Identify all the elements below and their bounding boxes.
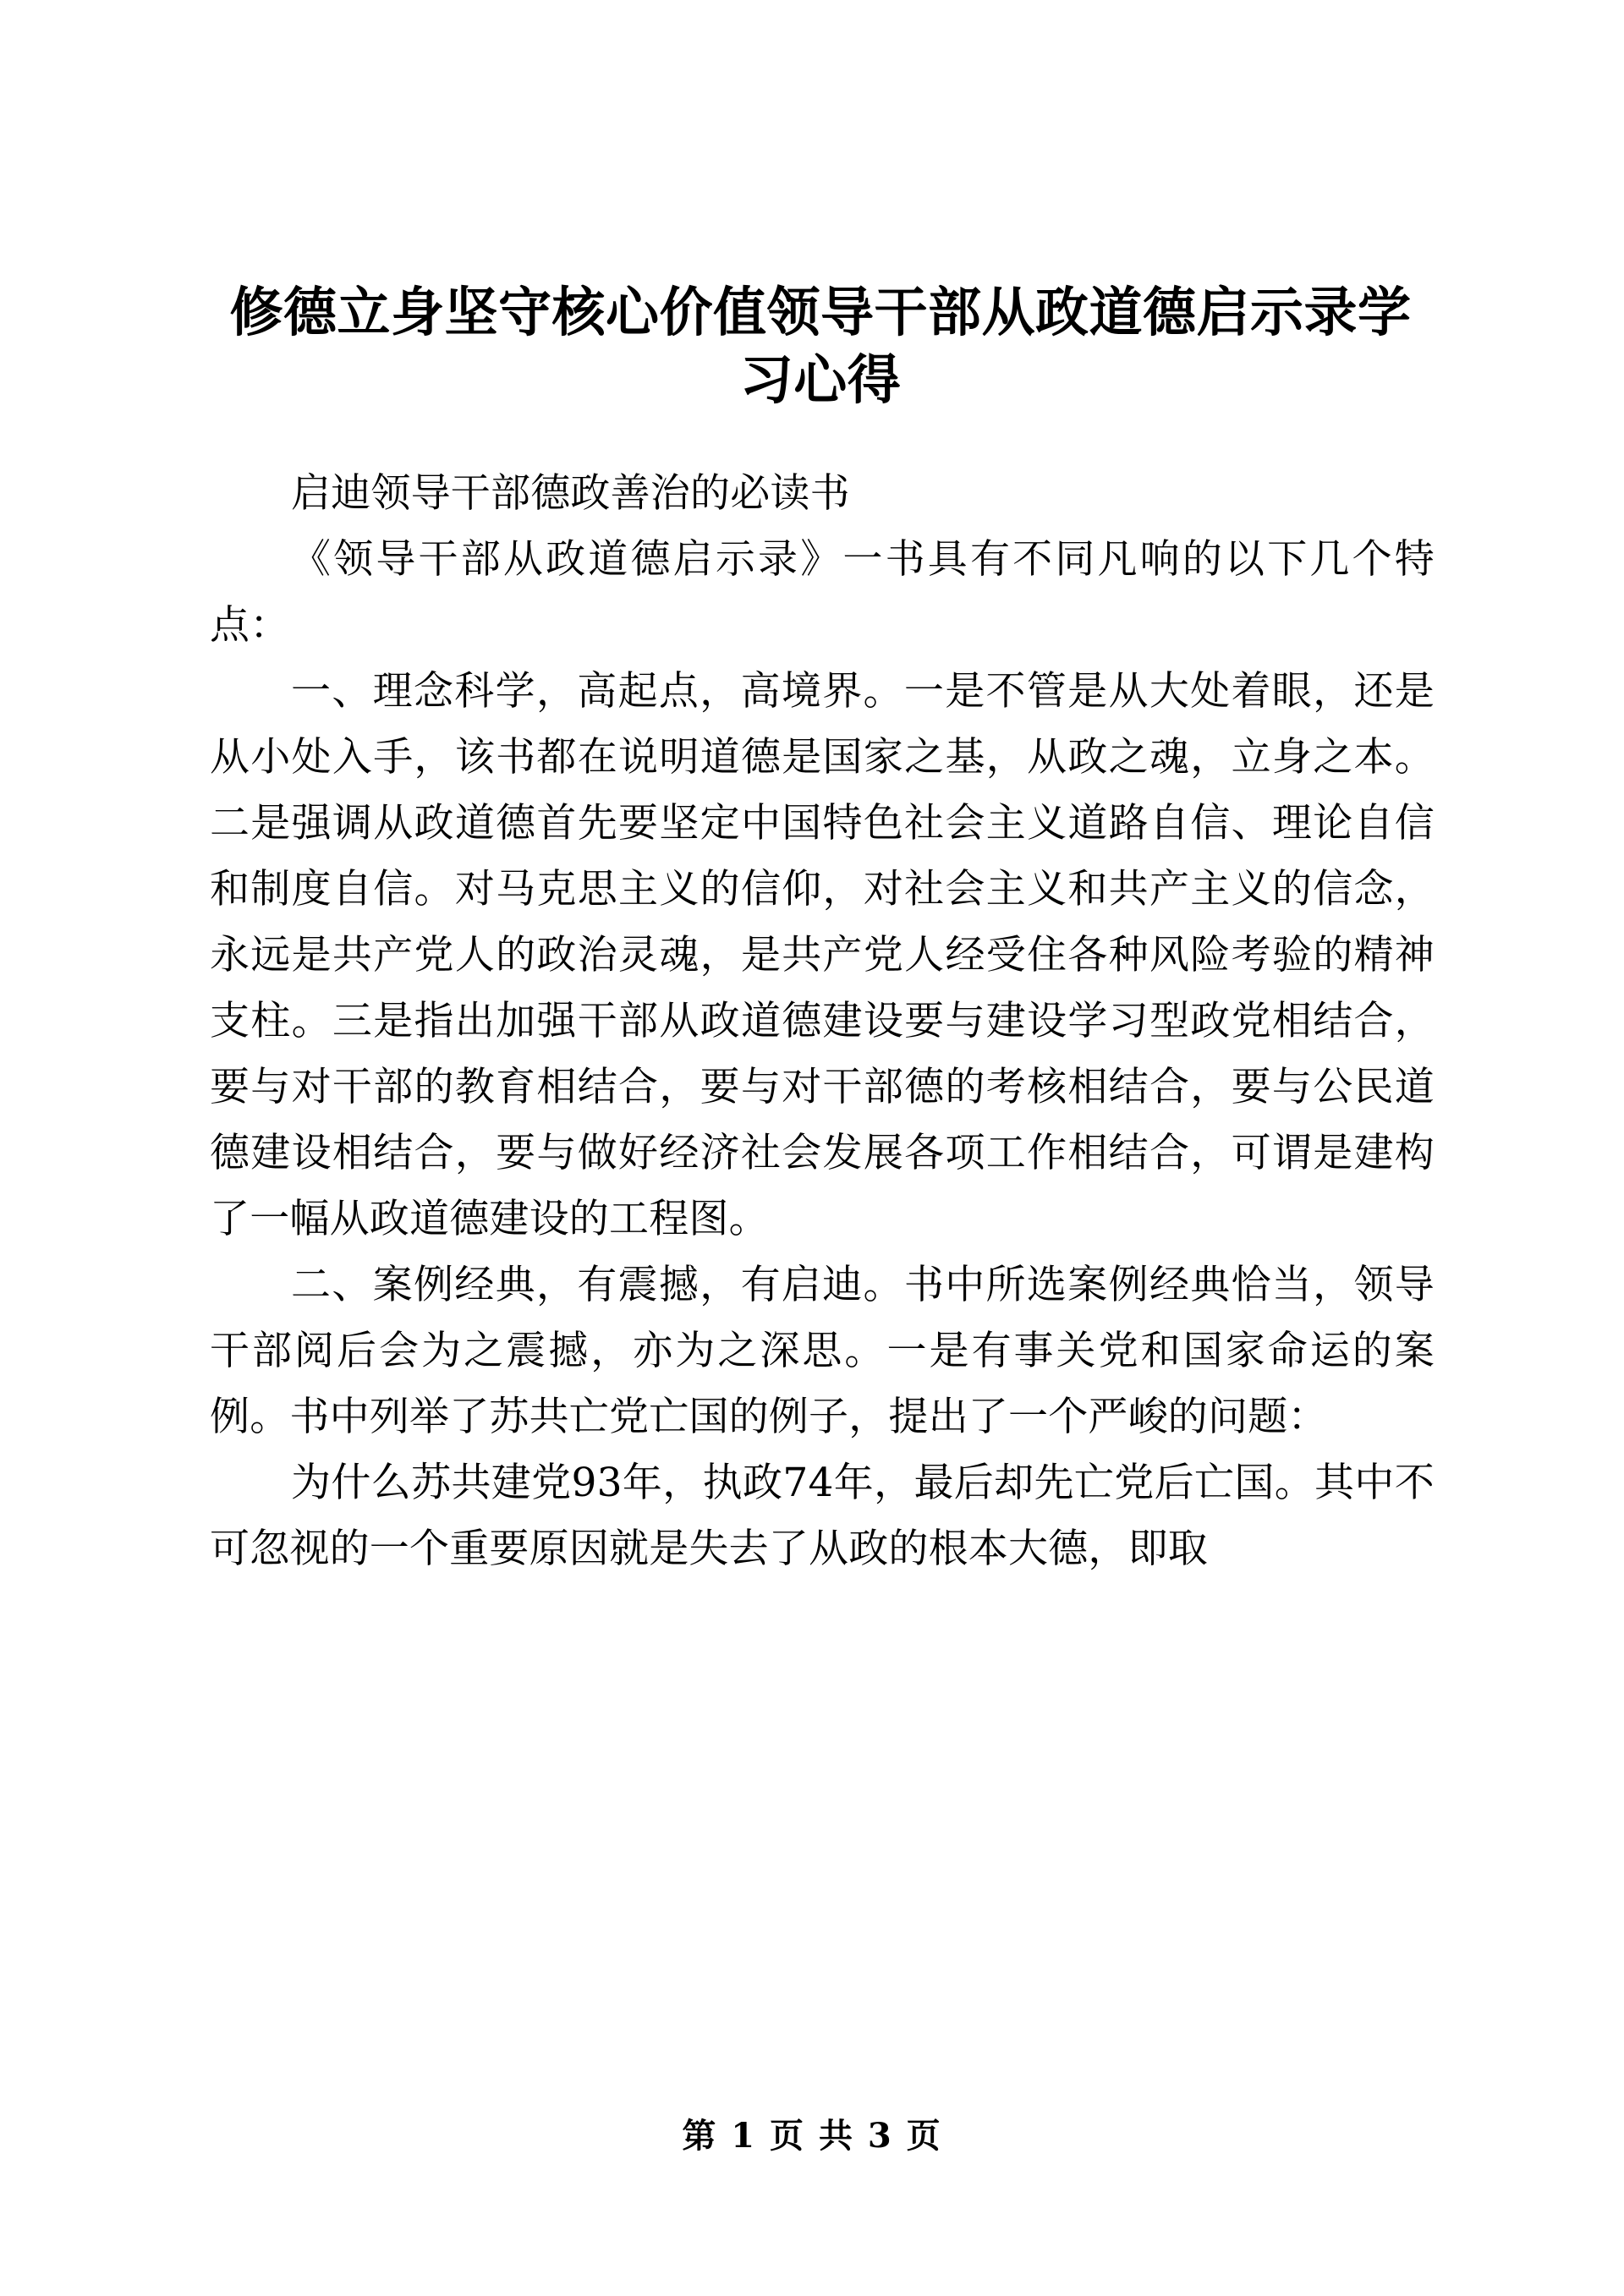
paragraph-2: 《领导干部从政道德启示录》一书具有不同凡响的以下几个特点： xyxy=(210,536,1435,649)
page-title: 修德立身坚守核心价值领导干部从政道德启示录学习心得 xyxy=(229,282,1412,411)
page-number-footer: 第 1 页 共 3 页 xyxy=(682,2116,942,2156)
paragraph-3: 一、理念科学，高起点，高境界。一是不管是从大处着眼，还是从小处入手，该书都在说明道德是国家之基，从政之魂，立身之本。二是强调从政道德首先要坚定中国特色社会主义道路自信、理论自信和制度自信。对马克思主义的信仰，对社会主义和共产主义的信念，永远是共产党人的政治灵魂，是共产党人经受住各种风险考验的精神支柱。三是指出加强干部从政道德建设要与建设学习型政党相结合，要与对干部的教育相结合，要与对干部德的考核相结合，要与公民道德建设相结合，要与做好经济社会发展各项工作相结合，可谓是建构了一幅从政道德建设的工程图。 xyxy=(210,668,1435,1242)
paragraph-1: 启迪领导干部德政善治的必读书 xyxy=(291,470,850,517)
paragraph-4: 二、案例经典，有震撼，有启迪。书中所选案例经典恰当，领导干部阅后会为之震撼，亦为之深思。一是有事关党和国家命运的案例。书中列举了苏共亡党亡国的例子，提出了一个严峻的问题： xyxy=(210,1262,1435,1440)
document-body xyxy=(210,461,1435,1582)
paragraph-5: 为什么苏共建党93年，执政74年，最后却先亡党后亡国。其中不可忽视的一个重要原因就是失去了从政的根本大德，即取 xyxy=(210,1460,1435,1572)
